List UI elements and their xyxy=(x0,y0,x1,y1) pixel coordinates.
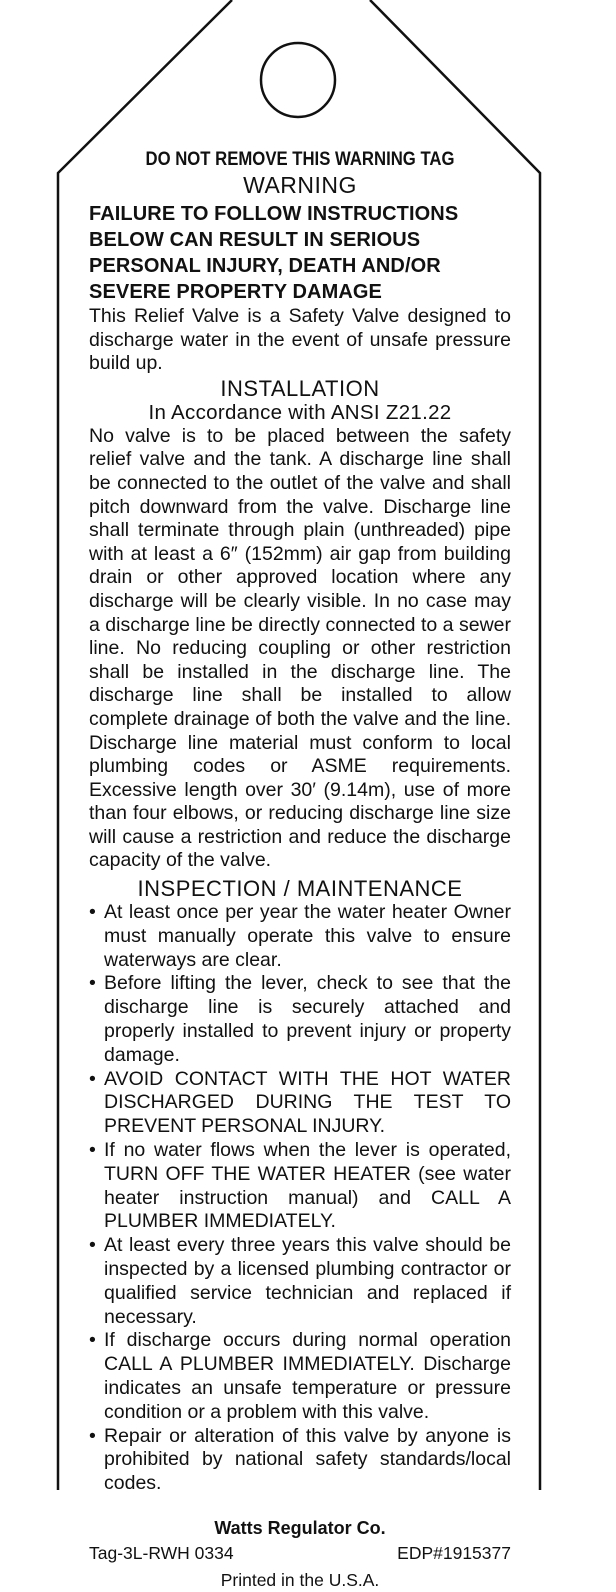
list-item xyxy=(89,1139,511,1234)
list-item-text: At least every three years this valve should be inspected by a licensed plumbing contractor or qualified service technician and replaced if necessary. xyxy=(104,1234,511,1328)
warning-title: WARNING xyxy=(243,172,357,198)
list-item xyxy=(89,1425,511,1496)
list-item xyxy=(89,1234,511,1329)
list-item xyxy=(89,901,511,972)
printed-in-label: Printed in the U.S.A. xyxy=(220,1569,380,1590)
bullet-icon: • xyxy=(89,1424,96,1447)
list-item-text: If discharge occurs during normal operation CALL A PLUMBER IMMEDIATELY. Discharge indicates an unsafe temperature or pressure condition or a problem with this valve. xyxy=(104,1329,511,1423)
installation-subtitle: In Accordance with ANSI Z21.22 xyxy=(148,400,452,424)
hang-hole xyxy=(261,43,335,117)
bullet-icon: • xyxy=(89,1067,96,1090)
list-item-text: Repair or alteration of this valve by anyone is prohibited by national safety standards/local codes. xyxy=(104,1424,511,1495)
list-item-text: If no water flows when the lever is operated, TURN OFF THE WATER HEATER (see water heater instruction manual) and CALL A PLUMBER IMMEDIATELY. xyxy=(104,1139,511,1233)
bullet-icon: • xyxy=(89,1329,96,1352)
list-item xyxy=(89,972,511,1067)
bullet-icon: • xyxy=(89,901,96,924)
bullet-icon: • xyxy=(89,972,96,995)
bullet-icon: • xyxy=(89,1139,96,1162)
inspection-title: INSPECTION / MAINTENANCE xyxy=(137,876,463,902)
list-item-text: AVOID CONTACT WITH THE HOT WATER DISCHARGED DURING THE TEST TO PREVENT PERSONAL INJURY. xyxy=(104,1067,511,1138)
list-item-text: Before lifting the lever, check to see that the discharge line is securely attached and properly installed to prevent injury or property damage. xyxy=(104,972,511,1066)
installation-text: No valve is to be placed between the safety relief valve and the tank. A discharge line shall be connected to the outlet of the valve and shall pitch downward from the valve. Discharge line shall terminate through plain (unthreaded) pipe with at least a 6″ (152mm) air gap from building drain or other approved location where any discharge will be clearly visible. In no case may a discharge line be directly connected to a sewer line. No reducing coupling or other restriction shall be installed in the discharge line. The discharge line shall be installed to allow complete drainage of both the valve and the line. Discharge line material must conform to local plumbing codes or ASME requirements. Excessive length over 30′ (9.14m), use of more than four elbows, or reducing discharge line size will cause a restriction and reduce the discharge capacity of the valve. xyxy=(89,424,511,872)
tag-code: Tag-3L-RWH 0334 xyxy=(89,1542,234,1563)
list-item xyxy=(89,1329,511,1424)
edp-number: EDP#1915377 xyxy=(397,1542,511,1563)
danger-statement: FAILURE TO FOLLOW INSTRUCTIONS BELOW CAN RESULT IN SERIOUS PERSONAL INJURY, DEATH AND/OR SEVERE PROPERTY DAMAGE xyxy=(89,203,459,303)
intro-text: This Relief Valve is a Safety Valve designed to discharge water in the event of unsafe pressure build up. xyxy=(89,305,511,375)
company-name: Watts Regulator Co. xyxy=(214,1517,386,1538)
bullet-icon: • xyxy=(89,1234,96,1257)
tag-content xyxy=(89,148,511,1592)
list-item xyxy=(89,1068,511,1139)
do-not-remove-label: DO NOT REMOVE THIS WARNING TAG xyxy=(145,149,455,170)
inspection-list xyxy=(89,901,511,1496)
installation-title: INSTALLATION xyxy=(220,375,380,401)
footer-codes xyxy=(89,1541,511,1565)
list-item-text: At least once per year the water heater Owner must manually operate this valve to ensure waterways are clear. xyxy=(104,901,511,971)
